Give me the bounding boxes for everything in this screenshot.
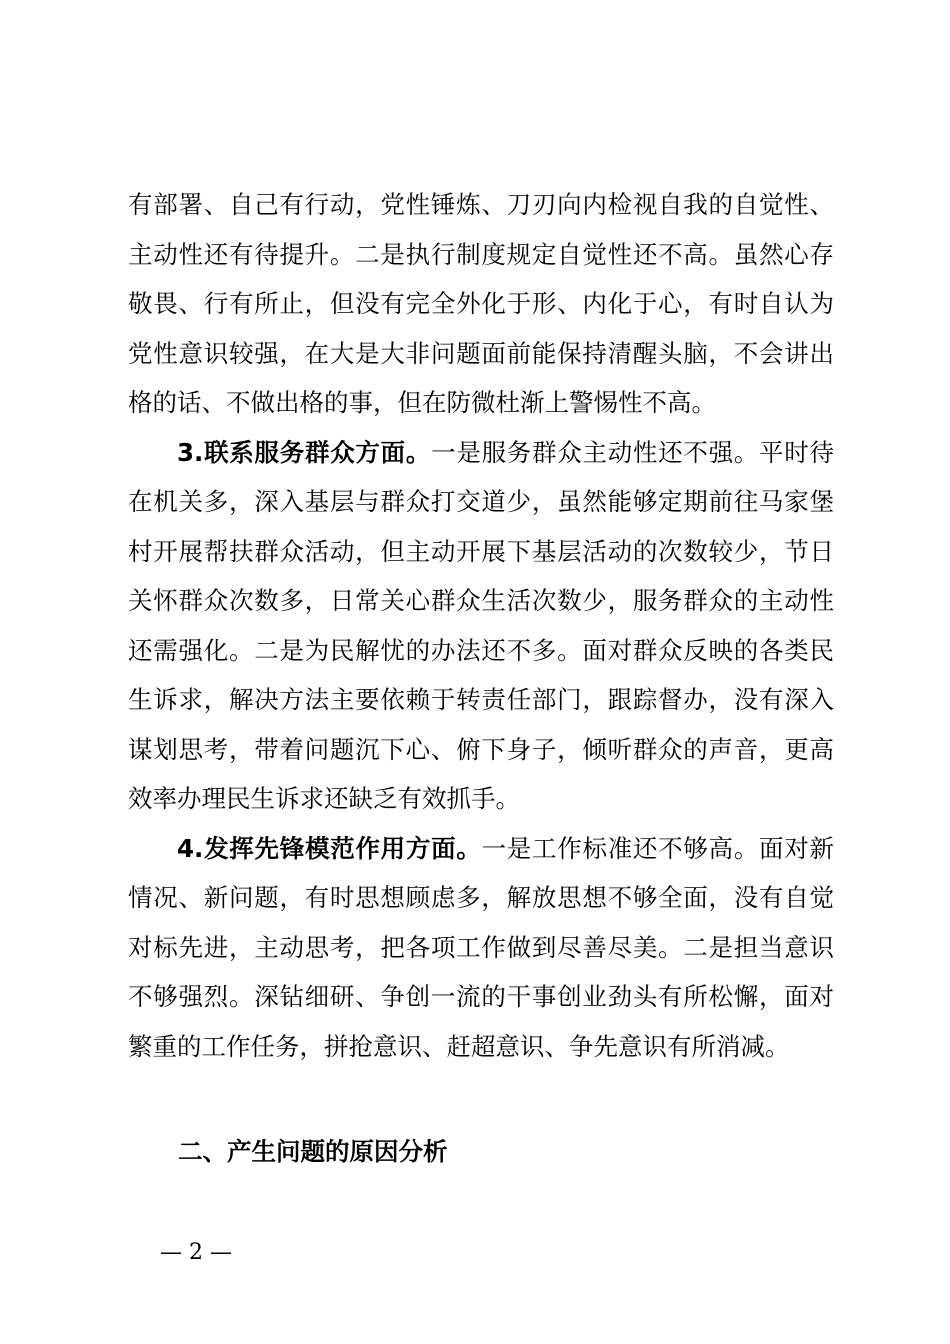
- paragraph-continuation: [128, 180, 834, 428]
- page-number: — 2 —: [160, 1240, 232, 1265]
- paragraph-vanguard-role: [128, 824, 834, 1072]
- section-heading: 二、产生问题的原因分析: [178, 1137, 448, 1166]
- paragraph-text: 有部署、自己有行动，党性锤炼、刀刃向内检视自我的自觉性、主动性还有待提升。二是执行制度规定自觉性还不高。虽然心存敬畏、行有所止，但没有完全外化于形、内化于心，有时自认为党性意识较强，在大是大非问题面前能保持清醒头脑，不会讲出格的话、不做出格的事，但在防微杜渐上警惕性不高。: [128, 190, 834, 417]
- paragraph-service-masses: [128, 428, 834, 824]
- document-body: [128, 180, 834, 1071]
- paragraph-text: 一是工作标准还不够高。面对新情况、新问题，有时思想顾虑多，解放思想不够全面，没有自觉对标先进，主动思考，把各项工作做到尽善尽美。二是担当意识不够强烈。深钻细研、争创一流的干事创业劲头有所松懈，面对繁重的工作任务，拼抢意识、赶超意识、争先意识有所消减。: [128, 833, 834, 1061]
- paragraph-heading: 4.发挥先锋模范作用方面。: [177, 833, 482, 863]
- paragraph-heading: 3.联系服务群众方面。: [177, 437, 432, 467]
- paragraph-text: 一是服务群众主动性还不强。平时待在机关多，深入基层与群众打交道少，虽然能够定期前往马家堡村开展帮扶群众活动，但主动开展下基层活动的次数较少，节日关怀群众次数多，日常关心群众生活次数少，服务群众的主动性还需强化。二是为民解忧的办法还不多。面对群众反映的各类民生诉求，解决方法主要依赖于转责任部门，跟踪督办，没有深入谋划思考，带着问题沉下心、俯下身子，倾听群众的声音，更高效率办理民生诉求还缺乏有效抓手。: [128, 437, 835, 813]
